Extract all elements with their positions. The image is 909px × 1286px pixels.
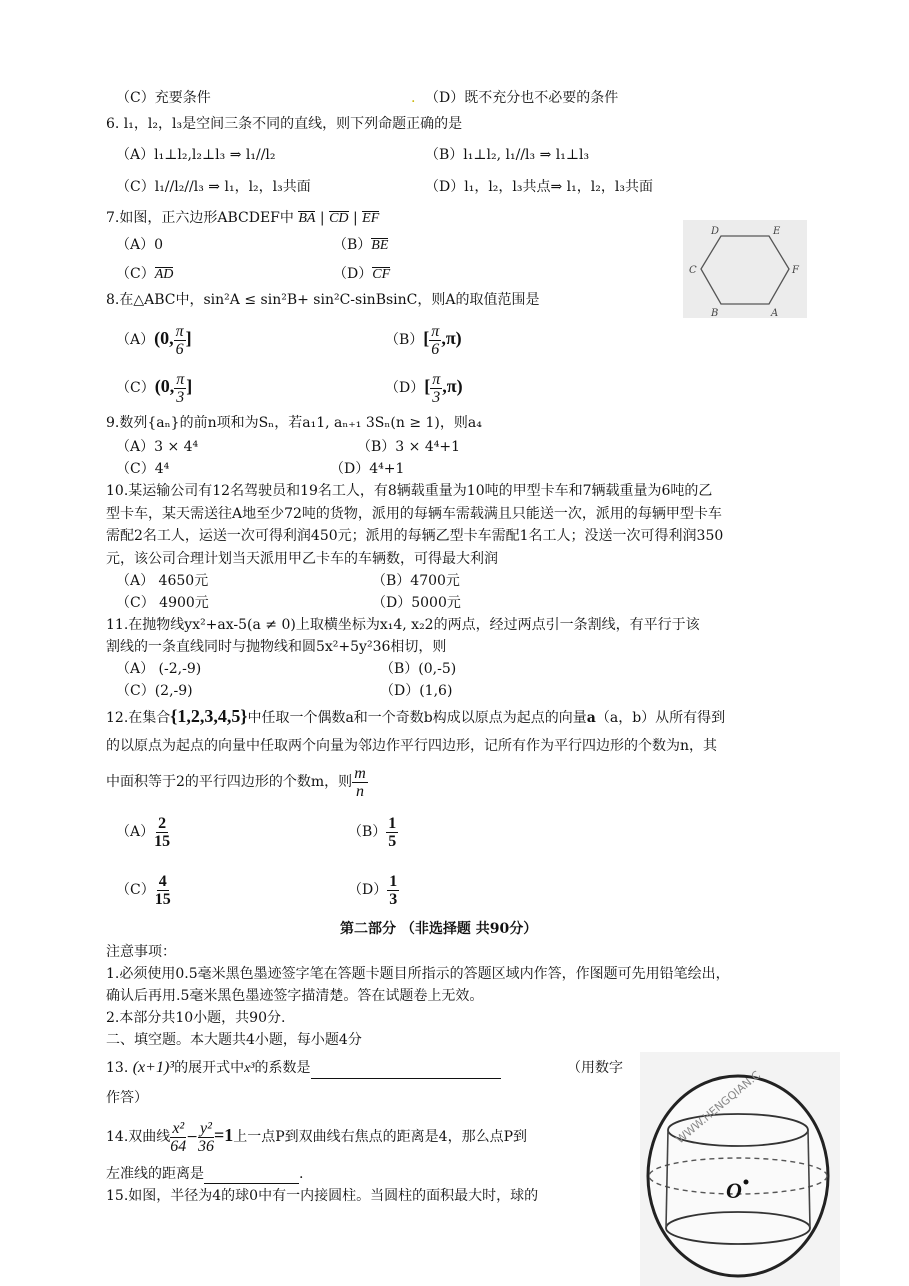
q13-text-2: 的系数是: [254, 1060, 311, 1076]
q12-line-2: 的以原点为起点的向量中任取两个向量为邻边作平行四边形，记所有作为平行四边形的个数为n，其: [106, 738, 718, 754]
q10-option-c: （C） 4900元: [116, 595, 209, 611]
q9-option-c: （C）4⁴: [116, 461, 170, 477]
q7-option-a: （A）0: [116, 237, 164, 253]
q13-line-2: 作答）: [106, 1090, 148, 1106]
q8-option-a-fraction: [174, 323, 186, 358]
q11-line-1: 11.在抛物线yx²+ax-5(a ≠ 0)上取横坐标为x₁4, x₂2的两点，经过两点引一条割线，有平行于该: [106, 617, 700, 633]
q8-option-c-right: ]: [186, 376, 193, 396]
q14-text-1: 14.双曲线: [106, 1129, 171, 1145]
q14-equals: =1: [214, 1125, 234, 1145]
hexagon-vertex-a: A: [771, 308, 779, 318]
q7-option-d-label: （D）: [333, 266, 373, 282]
q11-option-d: （D）(1,6): [380, 683, 453, 699]
q8-option-c-fraction: [174, 371, 186, 406]
q11-option-b: （B）(0,-5): [380, 661, 457, 677]
q8-option-c-label: （C）: [116, 380, 155, 396]
fill-in-section-heading: 二、填空题。本大题共4小题，每小题4分: [106, 1032, 362, 1048]
q13-number: 13.: [106, 1060, 133, 1076]
sphere-center-point: [744, 1180, 749, 1185]
q15-line-1: 15.如图，半径为4的球0中有一内接圆柱。当圆柱的面积最大时，球的: [106, 1188, 539, 1204]
q14-line-1: [106, 1114, 527, 1158]
q14-line-2: [106, 1164, 303, 1184]
notice-2: 2.本部分共10小题，共90分.: [106, 1010, 286, 1026]
q12-line-1-middle: 中任取一个偶数a和一个奇数b构成以原点为起点的向量: [247, 710, 587, 726]
q9-option-a: （A）3 × 4⁴: [116, 439, 199, 455]
q9-option-b: （B）3 × 4⁴+1: [357, 439, 460, 455]
q7-option-c-label: （C）: [116, 266, 155, 282]
q14-minus: −: [186, 1129, 198, 1145]
fraction-numerator: x²: [172, 1119, 185, 1137]
q12-option-b: [348, 812, 398, 852]
q10-option-b: （B）4700元: [372, 573, 460, 589]
q8-option-d: [385, 366, 463, 408]
q8-option-a-left: (0,: [154, 328, 174, 348]
fraction-denominator: 15: [154, 890, 171, 908]
fraction-denominator: 6: [175, 340, 184, 358]
fraction-denominator: 3: [389, 890, 398, 908]
q8-option-b: [385, 318, 462, 360]
hexagon-vertex-c: C: [689, 265, 697, 276]
q8-option-b-left: [: [423, 328, 430, 348]
watermark-text: WWW.HENGQIAN.C: [673, 1068, 763, 1147]
vector-cd: CD: [329, 209, 348, 229]
q8-option-b-fraction: [429, 323, 441, 358]
fraction-numerator: 4: [158, 872, 167, 890]
q12-option-b-fraction: [386, 815, 398, 850]
fraction-numerator: 1: [389, 872, 398, 890]
q7-option-d: [333, 264, 390, 285]
fraction-denominator: 15: [154, 832, 171, 850]
q13-answer-blank[interactable]: [311, 1078, 501, 1079]
vector-ad: AD: [155, 265, 174, 285]
fraction-denominator: 36: [198, 1137, 214, 1155]
vector-ba: BA: [298, 209, 315, 229]
fraction-denominator: n: [355, 782, 364, 800]
vector-cf: CF: [372, 265, 390, 285]
q6-option-d: （D）l₁，l₂，l₃共点⇒ l₁，l₂，l₃共面: [425, 179, 653, 195]
q12-vector-a: a: [586, 710, 596, 726]
q9-option-d: （D）4⁴+1: [330, 461, 405, 477]
q14-text-3: 左准线的距离是: [106, 1166, 204, 1182]
q5-marker-dot: .: [411, 90, 416, 106]
q10-option-a: （A） 4650元: [116, 573, 209, 589]
q6-option-a: （A）l₁⊥l₂,l₂⊥l₃ ⇒ l₁//l₂: [116, 147, 276, 163]
fraction-numerator: 1: [388, 814, 397, 832]
fraction-denominator: 5: [388, 832, 397, 850]
fraction-numerator: y²: [200, 1119, 212, 1137]
fraction-numerator: π: [176, 370, 185, 388]
fraction-denominator: 3: [176, 388, 185, 406]
fraction-numerator: π: [432, 370, 441, 388]
fraction-denominator: 6: [431, 340, 440, 358]
q12-line-1-end: （a，b）从所有得到: [595, 710, 726, 726]
q12-option-c: [116, 870, 171, 910]
q8-option-a: [116, 318, 192, 360]
q14-fraction-y: [198, 1120, 214, 1155]
q8-option-d-right: ,π): [442, 376, 463, 396]
q8-option-b-label: （B）: [385, 332, 424, 348]
q8-option-c-left: (0,: [154, 376, 175, 396]
q7-stem: 7.如图，正六边形ABCDEF中 BA | CD | EF: [106, 208, 379, 229]
q8-option-b-right: ,π): [441, 328, 462, 348]
q10-option-d: （D）5000元: [372, 595, 461, 611]
hexagon-vertex-f: F: [792, 265, 799, 276]
q11-option-c: （C）(2,-9): [116, 683, 193, 699]
q12-option-d-label: （D）: [348, 882, 388, 898]
q12-line-3-text: 中面积等于2的平行四边形的个数m，则: [106, 774, 353, 790]
q6-stem: 6. l₁，l₂，l₃是空间三条不同的直线，则下列命题正确的是: [106, 116, 463, 132]
sphere-center-label: O: [726, 1178, 742, 1203]
q8-option-d-label: （D）: [385, 380, 425, 396]
q12-option-c-label: （C）: [116, 882, 155, 898]
q7-option-c: [116, 264, 173, 285]
q10-line-2: 型卡车，某天需送往A地至少72吨的货物，派用的每辆车需载满且只能送一次，派用的每辆甲型卡车: [106, 506, 722, 522]
q13-expression: (x+1)³: [132, 1059, 175, 1076]
sphere-outline: [648, 1076, 828, 1276]
fraction-numerator: m: [354, 764, 366, 782]
notice-1a: 1.必须使用0.5毫米黑色墨迹签字笔在答题卡题目所指示的答题区域内作答，作图题可先用铅笔绘出，: [106, 966, 730, 982]
fraction-numerator: π: [431, 322, 440, 340]
q5-option-d: （D）既不充分也不必要的条件: [425, 90, 619, 106]
q13-text-1: 的展开式中: [174, 1060, 245, 1076]
q14-fraction-x: [170, 1120, 186, 1155]
vector-be: BE: [371, 236, 388, 256]
q8-option-a-label: （A）: [116, 332, 155, 348]
q14-text-2: 上一点P到双曲线右焦点的距离是4，那么点P到: [233, 1129, 528, 1145]
hexagon-vertex-b: B: [711, 308, 719, 318]
q13-line-1: [106, 1058, 501, 1079]
q12-set: {1,2,3,4,5}: [170, 706, 248, 726]
sphere-figure: [640, 1052, 840, 1286]
q12-option-c-fraction: [155, 873, 171, 908]
q12-line-3: [106, 762, 368, 802]
q12-option-b-label: （B）: [348, 824, 387, 840]
q10-line-4: 元，该公司合理计划当天派用甲乙卡车的车辆数，可得最大利润: [106, 551, 498, 567]
q5-option-c: （C）充要条件: [116, 90, 211, 106]
q8-stem: 8.在△ABC中，sin²A ≤ sin²B+ sin²C-sinBsinC，则A的取值范围是: [106, 292, 540, 308]
q7-option-b: [333, 235, 388, 256]
fraction-denominator: 3: [432, 388, 441, 406]
q14-period: .: [299, 1166, 304, 1182]
q8-option-d-left: [: [424, 376, 431, 396]
vector-ef: EF: [362, 209, 379, 229]
q11-option-a: （A） (-2,-9): [116, 661, 202, 677]
q11-line-2: 割线的一条直线同时与抛物线和圆5x²+5y²36相切，则: [106, 639, 447, 655]
q12-line-1: [106, 706, 725, 728]
q7-option-b-label: （B）: [333, 237, 372, 253]
fraction-numerator: π: [175, 322, 184, 340]
q14-answer-blank[interactable]: [204, 1183, 299, 1184]
q7-stem-text: 7.如图，正六边形ABCDEF中: [106, 210, 294, 226]
q13-line-1-end: （用数字: [567, 1060, 623, 1076]
part2-title: 第二部分 （非选择题 共90分）: [340, 921, 538, 937]
fraction-denominator: 64: [170, 1137, 187, 1155]
q12-option-d-fraction: [387, 873, 399, 908]
q6-option-b: （B）l₁⊥l₂, l₁//l₃ ⇒ l₁⊥l₃: [425, 147, 590, 163]
q8-option-c: [116, 366, 192, 408]
notice-1b: 确认后再用.5毫米黑色墨迹签字描清楚。答在试题卷上无效。: [106, 988, 484, 1004]
q10-line-1: 10.某运输公司有12名驾驶员和19名工人，有8辆载重量为10吨的甲型卡车和7辆载重量为6吨的乙: [106, 483, 713, 499]
hexagon-vertex-d: D: [711, 226, 720, 237]
q6-option-c: （C）l₁//l₂//l₃ ⇒ l₁，l₂，l₃共面: [116, 179, 311, 195]
q12-line-1-start: 12.在集合: [106, 710, 171, 726]
q12-option-a-fraction: [154, 815, 170, 850]
q12-option-a: [116, 812, 170, 852]
q9-stem: 9.数列{aₙ}的前n项和为Sₙ，若a₁1, aₙ₊₁ 3Sₙ(n ≥ 1)，则a₄: [106, 415, 482, 431]
q12-option-d: [348, 870, 399, 910]
q12-option-a-label: （A）: [116, 824, 155, 840]
hexagon-vertex-e: E: [773, 226, 781, 237]
q8-option-a-right: ]: [185, 328, 192, 348]
q8-option-d-fraction: [430, 371, 442, 406]
q12-fraction-m-over-n: [352, 765, 368, 800]
q13-term: x³: [244, 1061, 255, 1076]
q10-line-3: 需配2名工人，运送一次可得利润450元；派用的每辆乙型卡车需配1名工人；没送一次可得利润350: [106, 528, 724, 544]
hexagon-figure: [683, 220, 807, 318]
fraction-numerator: 2: [158, 814, 167, 832]
notice-heading: 注意事项：: [106, 944, 176, 960]
